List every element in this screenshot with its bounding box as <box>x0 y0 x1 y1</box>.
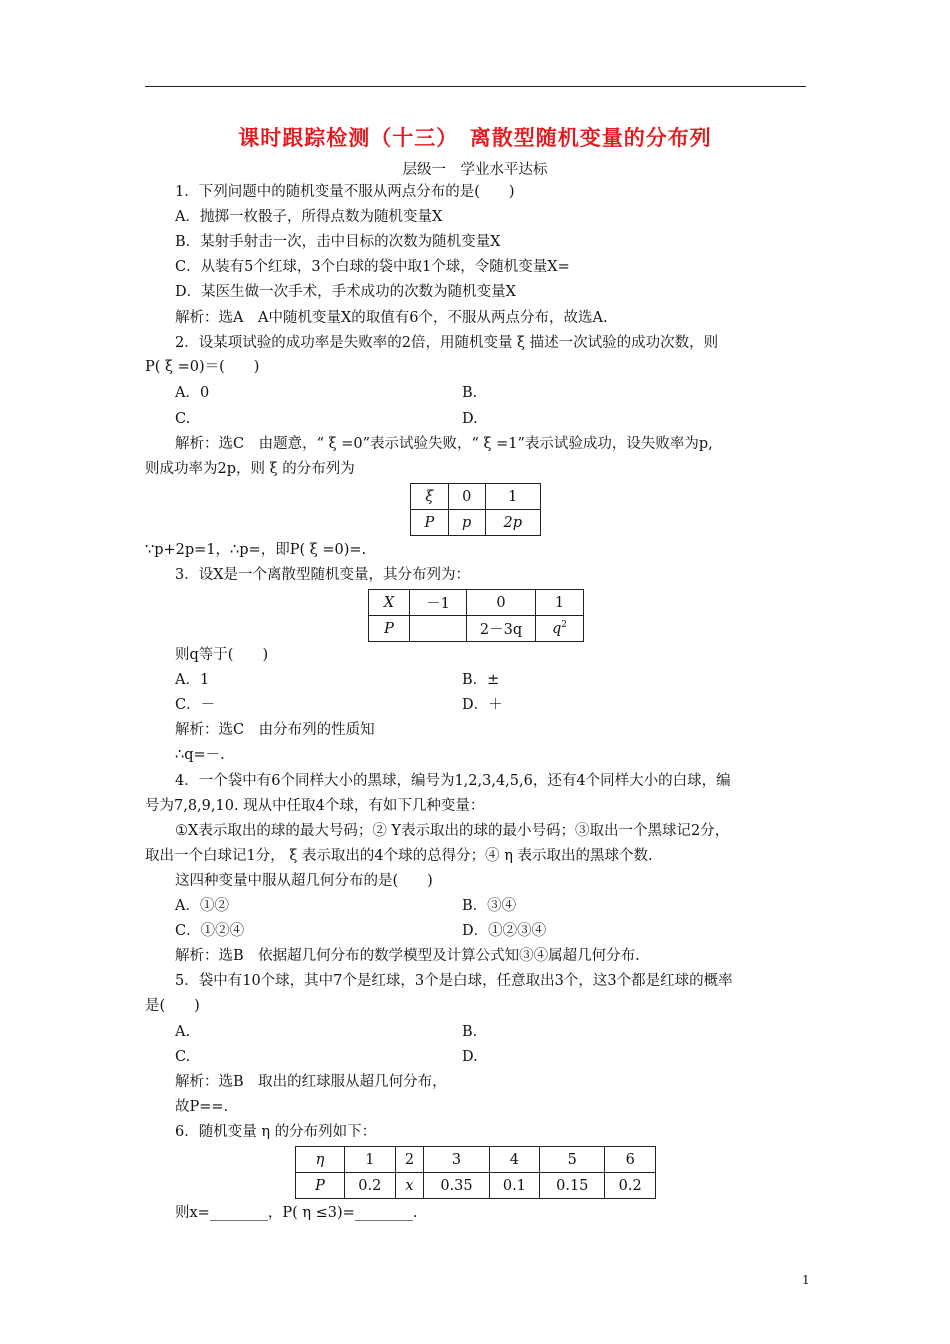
q5-option-d: D. <box>462 1049 478 1065</box>
q2-option-c: C. <box>175 411 191 427</box>
q2-option-b: B. <box>462 385 478 401</box>
table-cell: η <box>296 1147 345 1173</box>
distribution-table-xi <box>410 483 541 536</box>
q3-option-a: A．1 <box>175 672 210 688</box>
q4-variables: ①X表示取出的球的最大号码；② Y表示取出的球的最小号码；③取出一个黑球记2分， <box>175 823 730 839</box>
table-cell: 6 <box>605 1147 656 1173</box>
table-row <box>369 616 584 642</box>
question-3: 3．设X是一个离散型随机变量，其分布列为： <box>175 567 471 583</box>
table-cell: x <box>395 1173 424 1199</box>
question-6: 6．随机变量 η 的分布列如下： <box>175 1124 377 1140</box>
table-cell: 0.35 <box>424 1173 489 1199</box>
q6-prompt: 则x=________，P( η ≤3)=________. <box>175 1205 418 1221</box>
table-cell: 0.1 <box>489 1173 540 1199</box>
distribution-table-eta <box>295 1146 656 1199</box>
q5-solution: 解析：选B 取出的红球服从超几何分布， <box>175 1074 447 1090</box>
q2-option-d: D. <box>462 411 478 427</box>
table-row <box>369 590 584 616</box>
table-cell: 0.2 <box>605 1173 656 1199</box>
q2-solution: 解析：选C 由题意，“ ξ =0”表示试验失败，“ ξ =1”表示试验成功，设失败率为p, <box>175 436 713 452</box>
table-cell: 1 <box>345 1147 396 1173</box>
table-cell: p <box>448 510 485 536</box>
table-cell <box>536 616 584 642</box>
table-cell: 2－3q <box>467 616 536 642</box>
q2-result: ∵p+2p=1，∴p=，即P( ξ =0)=. <box>145 542 367 558</box>
question-1: 1．下列问题中的随机变量不服从两点分布的是( ) <box>175 184 515 200</box>
q1-option-c: C．从装有5个红球，3个白球的袋中取1个球，令随机变量X= <box>175 259 570 275</box>
question-5: 5．袋中有10个球，其中7个是红球，3个是白球，任意取出3个，这3个都是红球的概率 <box>175 973 733 989</box>
q1-option-d: D．某医生做一次手术，手术成功的次数为随机变量X <box>175 284 516 300</box>
q1-option-a: A．抛掷一枚骰子，所得点数为随机变量X <box>175 209 443 225</box>
table-cell: 5 <box>540 1147 605 1173</box>
table-cell: 0 <box>448 484 485 510</box>
q3-option-b: B．± <box>462 672 500 688</box>
table-row <box>411 510 541 536</box>
q4-variables-cont: 取出一个白球记1分， ξ 表示取出的4个球的总得分；④ η 表示取出的黑球个数. <box>145 848 653 864</box>
table-cell <box>410 616 467 642</box>
q3-prompt: 则q等于( ) <box>175 647 269 663</box>
q4-option-a: A．①② <box>175 898 229 914</box>
header-rule <box>145 86 806 87</box>
table-cell: 3 <box>424 1147 489 1173</box>
q4-prompt: 这四种变量中服从超几何分布的是( ) <box>175 873 433 889</box>
q5-option-c: C. <box>175 1049 191 1065</box>
q5-result: 故P==. <box>175 1099 229 1115</box>
q4-option-b: B．③④ <box>462 898 517 914</box>
q1-option-b: B．某射手射击一次，击中目标的次数为随机变量X <box>175 234 501 250</box>
table-cell: 1 <box>536 590 584 616</box>
table-row <box>296 1173 656 1199</box>
question-5-cont: 是( ) <box>145 998 200 1014</box>
table-cell: 2 <box>395 1147 424 1173</box>
table-cell: 0.2 <box>345 1173 396 1199</box>
table-cell: X <box>369 590 410 616</box>
table-cell: 0 <box>467 590 536 616</box>
question-4-cont: 号为7,8,9,10. 现从中任取4个球，有如下几种变量： <box>145 798 485 814</box>
table-row <box>411 484 541 510</box>
q-symbol: q <box>551 621 562 637</box>
q3-result: ∴q=－. <box>175 747 225 763</box>
table-cell: P <box>411 510 449 536</box>
q3-option-c: C．－ <box>175 697 216 713</box>
question-2: 2．设某项试验的成功率是失败率的2倍，用随机变量 ξ 描述一次试验的成功次数，则 <box>175 335 719 351</box>
table-cell: P <box>369 616 410 642</box>
table-cell: 0.15 <box>540 1173 605 1199</box>
exponent: 2 <box>561 620 568 630</box>
table-cell: 1 <box>485 484 540 510</box>
q3-solution: 解析：选C 由分布列的性质知 <box>175 722 375 738</box>
q4-option-d: D．①②③④ <box>462 923 547 939</box>
q5-option-b: B. <box>462 1024 478 1040</box>
table-cell: 4 <box>489 1147 540 1173</box>
question-4: 4．一个袋中有6个同样大小的黑球，编号为1,2,3,4,5,6，还有4个同样大小的白球，编 <box>175 773 731 789</box>
q1-solution: 解析：选A A中随机变量X的取值有6个，不服从两点分布，故选A. <box>175 310 608 326</box>
page-title: 课时跟踪检测（十三） 离散型随机变量的分布列 <box>238 126 712 150</box>
section-subtitle: 层级一 学业水平达标 <box>402 162 548 178</box>
table-cell: P <box>296 1173 345 1199</box>
q4-option-c: C．①②④ <box>175 923 245 939</box>
question-2-cont: P( ξ =0)＝( ) <box>145 359 260 375</box>
distribution-table-x <box>368 589 584 642</box>
q2-solution-cont: 则成功率为2p，则 ξ 的分布列为 <box>145 461 355 477</box>
table-cell: －1 <box>410 590 467 616</box>
q5-option-a: A. <box>175 1024 191 1040</box>
q2-option-a: A．0 <box>175 385 210 401</box>
table-cell: ξ <box>411 484 449 510</box>
table-cell: 2p <box>485 510 540 536</box>
q4-solution: 解析：选B 依据超几何分布的数学模型及计算公式知③④属超几何分布. <box>175 948 640 964</box>
q3-option-d: D．＋ <box>462 697 503 713</box>
page-number: 1 <box>802 1273 810 1287</box>
table-row <box>296 1147 656 1173</box>
